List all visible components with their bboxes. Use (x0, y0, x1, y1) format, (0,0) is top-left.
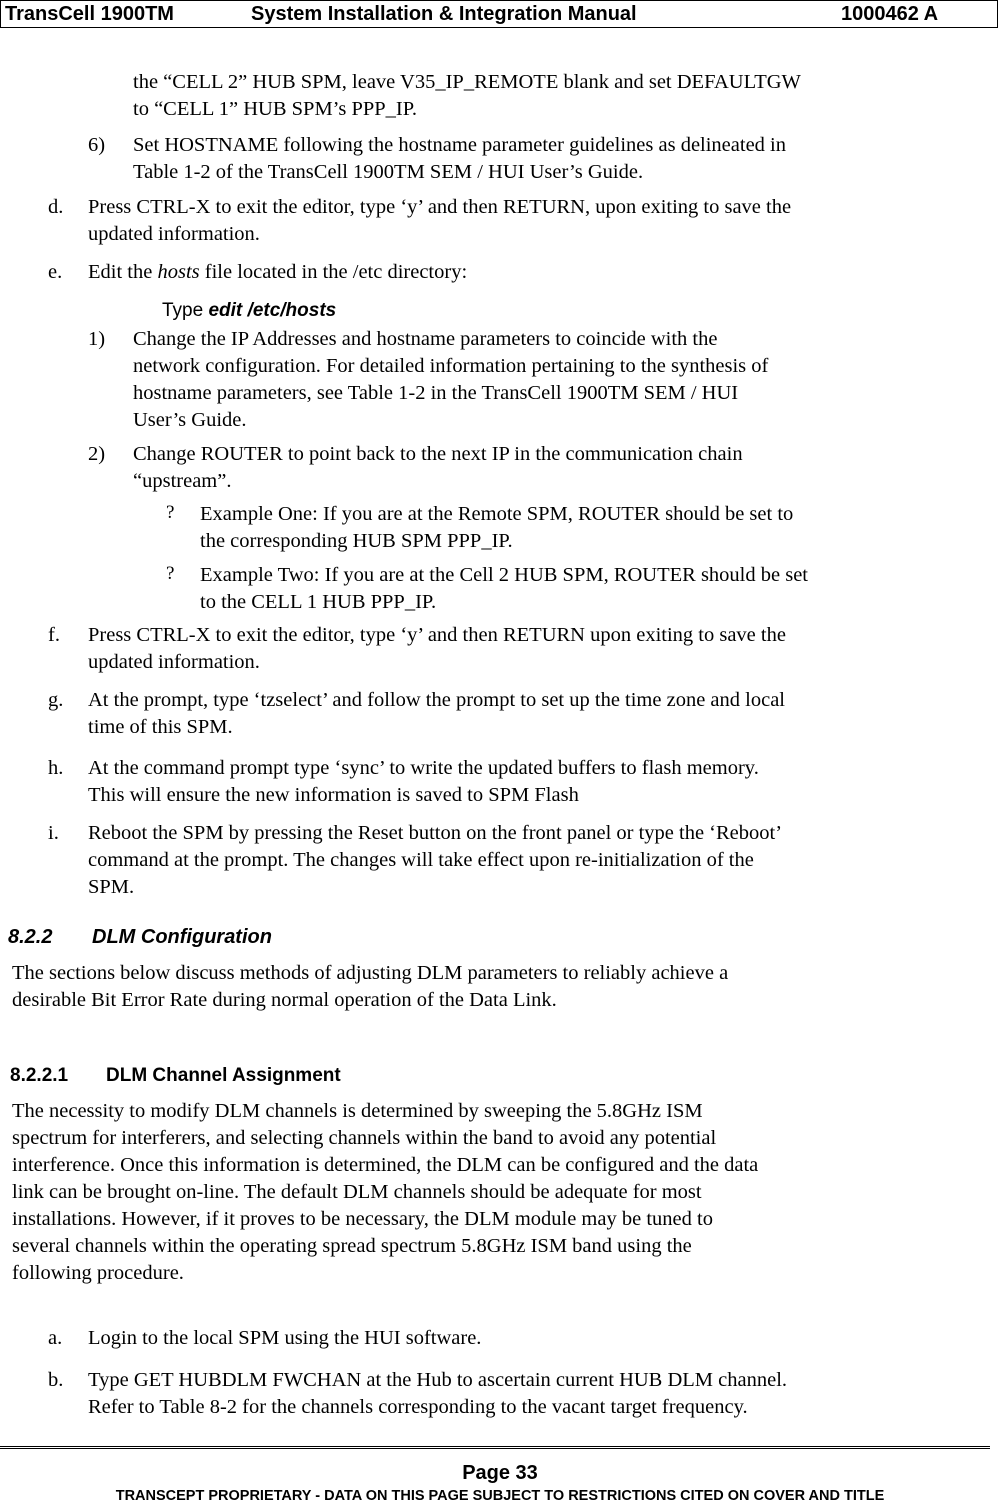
text-line: to the CELL 1 HUB PPP_IP. (200, 591, 437, 613)
step-e2-text (133, 441, 743, 495)
text-line: several channels within the operating spread spectrum 5.8GHz ISM band using the (12, 1235, 692, 1257)
text-run: file located in the /etc directory: (199, 261, 468, 283)
step-d-text (88, 194, 791, 248)
step-g-text (88, 687, 785, 741)
text-line: Example Two: If you are at the Cell 2 HUB SPM, ROUTER should be set (200, 564, 808, 586)
text-line: desirable Bit Error Rate during normal operation of the Data Link. (12, 989, 557, 1011)
text-line: SPM. (88, 876, 135, 898)
text-line: Type GET HUBDLM FWCHAN at the Hub to ascertain current HUB DLM channel. (88, 1369, 788, 1391)
section-title: DLM Channel Assignment (106, 1065, 341, 1086)
step-g-label: g. (48, 689, 64, 711)
step-6-label: 6) (88, 134, 106, 156)
text-line: command at the prompt. The changes will take effect upon re-initialization of the (88, 849, 754, 871)
step-e1-label: 1) (88, 328, 106, 350)
step-a-text (88, 1325, 481, 1352)
command-text: edit /etc/hosts (208, 300, 337, 321)
text-line: the corresponding HUB SPM PPP_IP. (200, 530, 513, 552)
text-line: the “CELL 2” HUB SPM, leave V35_IP_REMOTE blank and set DEFAULTGW (133, 71, 801, 93)
bullet-icon: ? (166, 563, 175, 584)
text-line: Table 1-2 of the TransCell 1900TM SEM / HUI User’s Guide. (133, 161, 644, 183)
text-line: updated information. (88, 223, 260, 245)
bullet-icon: ? (166, 502, 175, 523)
step-i-text (88, 820, 782, 901)
text-line: Example One: If you are at the Remote SPM, ROUTER should be set to (200, 503, 794, 525)
step-f-label: f. (48, 624, 60, 646)
text-line: interference. Once this information is determined, the DLM can be configured and the data (12, 1154, 759, 1176)
text-line: updated information. (88, 651, 260, 673)
step-b-label: b. (48, 1369, 64, 1391)
section-8-2-2-1-body (12, 1098, 758, 1287)
text-line: Press CTRL-X to exit the editor, type ‘y’ and then RETURN upon exiting to save the (88, 624, 786, 646)
proprietary-notice: TRANSCEPT PROPRIETARY - DATA ON THIS PAGE SUBJECT TO RESTRICTIONS CITED ON COVER AND TITLE (115, 1488, 885, 1504)
page-number: Page 33 (462, 1462, 538, 1484)
example-one-text (200, 501, 793, 555)
text-line: hostname parameters, see Table 1-2 in the TransCell 1900TM SEM / HUI (133, 382, 739, 404)
text-line: spectrum for interferers, and selecting channels within the band to avoid any potential (12, 1127, 717, 1149)
text-line: This will ensure the new information is saved to SPM Flash (88, 784, 579, 806)
text-line: to “CELL 1” HUB SPM’s PPP_IP. (133, 98, 418, 120)
section-8-2-2-body (12, 960, 728, 1014)
text-line: link can be brought on-line. The default DLM channels should be adequate for most (12, 1181, 702, 1203)
step-d-label: d. (48, 196, 64, 218)
step-e2-label: 2) (88, 443, 106, 465)
section-8-2-2-1-heading (10, 1065, 341, 1087)
header-doc-number: 1000462 A (841, 3, 939, 25)
step-a-label: a. (48, 1327, 63, 1349)
section-title: DLM Configuration (92, 926, 272, 948)
text-run: Edit the (88, 261, 158, 283)
step-b-text (88, 1367, 787, 1421)
section-number: 8.2.2 (8, 926, 53, 948)
text-line: network configuration. For detailed information pertaining to the synthesis of (133, 355, 769, 377)
header-product: TransCell 1900TM (5, 3, 174, 25)
text-line: Press CTRL-X to exit the editor, type ‘y’ and then RETURN, upon exiting to save the (88, 196, 792, 218)
text-line: Change ROUTER to point back to the next IP in the communication chain (133, 443, 743, 465)
text-line: following procedure. (12, 1262, 184, 1284)
section-8-2-2-heading (8, 926, 272, 949)
command-prefix: Type (162, 300, 209, 321)
header-manual-title: System Installation & Integration Manual (251, 3, 637, 25)
section-number: 8.2.2.1 (10, 1065, 69, 1086)
footer-divider (0, 1446, 990, 1451)
text-line: Login to the local SPM using the HUI software. (88, 1327, 482, 1349)
example-two-text (200, 562, 808, 616)
step-i-label: i. (48, 822, 59, 844)
edit-hosts-command (162, 300, 336, 322)
text-line: Reboot the SPM by pressing the Reset button on the front panel or type the ‘Reboot’ (88, 822, 783, 844)
continued-paragraph (133, 69, 801, 123)
page-header (0, 0, 998, 28)
text-line: Change the IP Addresses and hostname parameters to coincide with the (133, 328, 718, 350)
text-line: At the prompt, type ‘tzselect’ and follow the prompt to set up the time zone and local (88, 689, 785, 711)
filename-italic: hosts (157, 261, 200, 283)
step-h-label: h. (48, 757, 64, 779)
text-line: Refer to Table 8-2 for the channels corresponding to the vacant target frequency. (88, 1396, 748, 1418)
step-e-text (88, 259, 467, 286)
text-line: Set HOSTNAME following the hostname parameter guidelines as delineated in (133, 134, 786, 156)
text-line: installations. However, if it proves to be necessary, the DLM module may be tuned to (12, 1208, 713, 1230)
step-e1-text (133, 326, 768, 434)
text-line: The necessity to modify DLM channels is determined by sweeping the 5.8GHz ISM (12, 1100, 703, 1122)
step-h-text (88, 755, 759, 809)
text-line: User’s Guide. (133, 409, 247, 431)
text-line: At the command prompt type ‘sync’ to write the updated buffers to flash memory. (88, 757, 759, 779)
text-line: The sections below discuss methods of adjusting DLM parameters to reliably achieve a (12, 962, 729, 984)
text-line: time of this SPM. (88, 716, 233, 738)
step-e-label: e. (48, 261, 63, 283)
text-line: “upstream”. (133, 470, 232, 492)
step-6-text (133, 132, 786, 186)
step-f-text (88, 622, 786, 676)
